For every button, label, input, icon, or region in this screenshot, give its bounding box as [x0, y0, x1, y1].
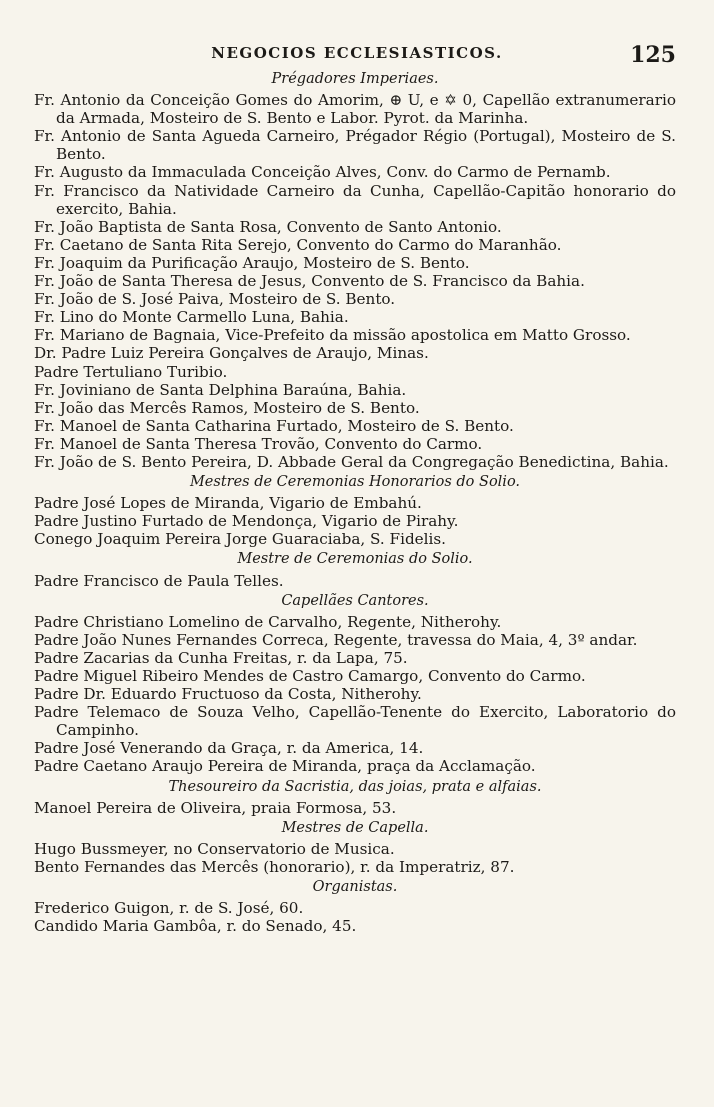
- list-entry: Padre Dr. Eduardo Fructuoso da Costa, Nitherohy.: [34, 685, 422, 704]
- running-head-title: NEGOCIOS ECCLESIASTICOS.: [211, 44, 503, 62]
- list-entry: Fr. João das Mercês Ramos, Mosteiro de S. Bento.: [34, 398, 420, 417]
- list-entry: Fr. Antonio da Conceição Gomes do Amorim, ⊕ U, e ✡ 0, Capellão extranumerario da Armada, Mosteiro de S. Bento e Labor. Pyrot. da Marinha.: [34, 91, 676, 128]
- section-heading: Mestre de Ceremonias do Solio.: [237, 551, 473, 568]
- list-entry: Bento Fernandes das Mercês (honorario), r. da Imperatriz, 87.: [34, 857, 515, 876]
- list-entry: Fr. Augusto da Immaculada Conceição Alves, Conv. do Carmo de Pernamb.: [34, 163, 611, 182]
- page-number: 125: [630, 42, 676, 68]
- list-entry: Padre Telemaco de Souza Velho, Capellão-Tenente do Exercito, Laboratorio do Campinho.: [34, 703, 676, 740]
- list-entry: Fr. Joaquim da Purificação Araujo, Mosteiro de S. Bento.: [34, 253, 470, 272]
- section-heading: Thesoureiro da Sacristia, das joias, prata e alfaias.: [168, 778, 542, 795]
- list-entry: Padre José Lopes de Miranda, Vigario de Embahú.: [34, 494, 422, 513]
- list-entry: Fr. Caetano de Santa Rita Serejo, Convento do Carmo do Maranhão.: [34, 235, 562, 254]
- section-heading: Mestres de Capella.: [281, 819, 429, 836]
- list-entry: Fr. Manoel de Santa Theresa Trovão, Convento do Carmo.: [34, 434, 483, 453]
- section-heading: Capellães Cantores.: [281, 592, 429, 609]
- list-entry: Fr. João de S. José Paiva, Mosteiro de S. Bento.: [34, 290, 396, 309]
- list-entry: Fr. João de Santa Theresa de Jesus, Convento de S. Francisco da Bahia.: [34, 272, 585, 291]
- list-entry: Fr. João de S. Bento Pereira, D. Abbade Geral da Congregação Benedictina, Bahia.: [34, 452, 669, 471]
- list-entry: Padre Miguel Ribeiro Mendes de Castro Camargo, Convento do Carmo.: [34, 667, 586, 685]
- list-entry: Manoel Pereira de Oliveira, praia Formosa, 53.: [34, 798, 397, 817]
- list-entry: Fr. Francisco da Natividade Carneiro da Cunha, Capellão-Capitão honorario do exercito, Bahia.: [34, 181, 676, 218]
- list-entry: Padre Tertuliano Turibio.: [34, 362, 228, 381]
- list-entry: Fr. Manoel de Santa Catharina Furtado, Mosteiro de S. Bento.: [34, 416, 514, 435]
- section-heading: Mestres de Ceremonias Honorarios do Solio.: [189, 474, 521, 491]
- list-entry: Frederico Guigon, r. de S. José, 60.: [34, 899, 304, 918]
- list-entry: Fr. Antonio de Santa Agueda Carneiro, Prégador Régio (Portugal), Mosteiro de S. Bento.: [34, 127, 676, 164]
- list-entry: Candido Maria Gambôa, r. do Senado, 45.: [34, 917, 357, 936]
- list-entry: Fr. Lino do Monte Carmello Luna, Bahia.: [34, 308, 349, 327]
- document-body: [34, 68, 676, 935]
- list-entry: Fr. Mariano de Bagnaia, Vice-Prefeito da missão apostolica em Matto Grosso.: [34, 326, 631, 345]
- list-entry: Fr. João Baptista de Santa Rosa, Convento de Santo Antonio.: [34, 217, 502, 236]
- list-entry: Padre João Nunes Fernandes Correca, Regente, travessa do Maia, 4, 3º andar.: [34, 630, 638, 649]
- list-entry: Dr. Padre Luiz Pereira Gonçalves de Araujo, Minas.: [34, 344, 429, 363]
- running-head: [0, 44, 714, 66]
- list-entry: Conego Joaquim Pereira Jorge Guaraciaba, S. Fidelis.: [34, 530, 446, 549]
- list-entry: Padre Caetano Araujo Pereira de Miranda, praça da Acclamação.: [34, 757, 536, 776]
- list-entry: Hugo Bussmeyer, no Conservatorio de Musica.: [34, 839, 395, 858]
- list-entry: Padre Francisco de Paula Telles.: [34, 571, 284, 590]
- list-entry: Padre José Venerando da Graça, r. da America, 14.: [34, 739, 424, 758]
- list-entry: Padre Zacarias da Cunha Freitas, r. da Lapa, 75.: [34, 648, 408, 667]
- list-entry: Padre Christiano Lomelino de Carvalho, Regente, Nitherohy.: [34, 612, 502, 631]
- list-entry: Padre Justino Furtado de Mendonça, Vigario de Pirahy.: [34, 512, 459, 531]
- list-entry: Fr. Joviniano de Santa Delphina Baraúna, Bahia.: [34, 380, 407, 399]
- section-heading: Prégadores Imperiaes.: [271, 71, 439, 87]
- section-heading: Organistas.: [312, 879, 398, 896]
